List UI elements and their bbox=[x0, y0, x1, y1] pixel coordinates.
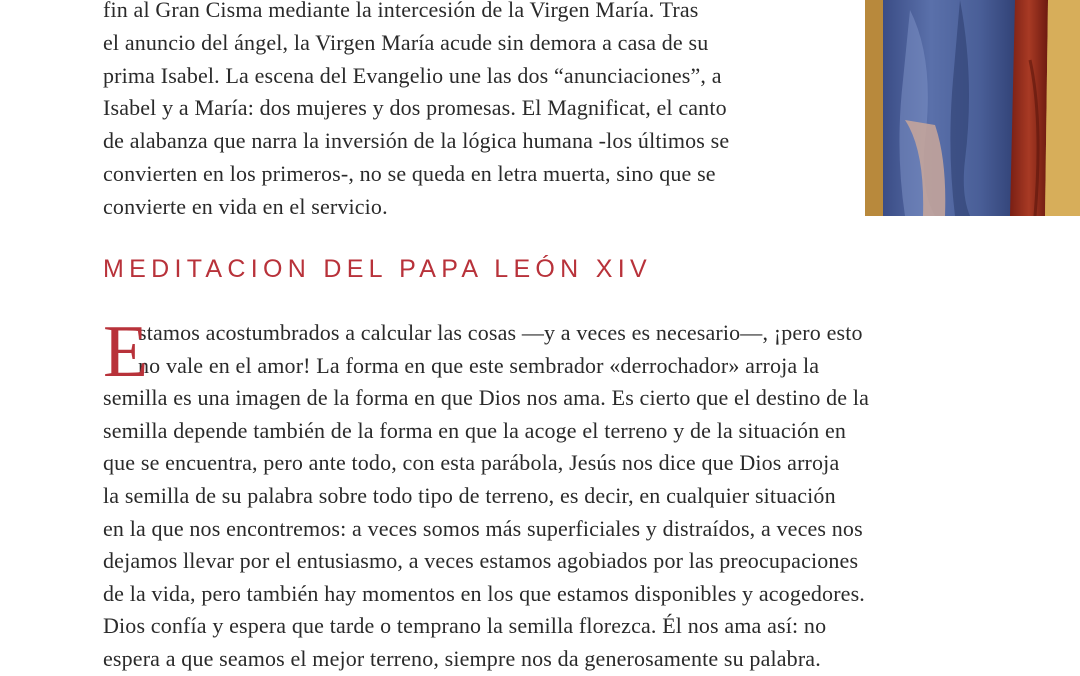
meditation-paragraph bbox=[103, 311, 983, 676]
intro-line: prima Isabel. La escena del Evangelio une las dos “anunciaciones”, a bbox=[103, 62, 722, 88]
meditation-line: la semilla de su palabra sobre todo tipo de terreno, es decir, en cualquier situación bbox=[103, 482, 836, 508]
intro-line: fin al Gran Cisma mediante la intercesión de la Virgen María. Tras bbox=[103, 0, 699, 22]
painting-illustration bbox=[865, 0, 1080, 216]
meditation-line: de la vida, pero también hay momentos en los que estamos disponibles y acogedores. bbox=[103, 580, 865, 606]
meditation-line: dejamos llevar por el entusiasmo, a veces estamos agobiados por las preocupaciones bbox=[103, 548, 859, 574]
virgin-mary-painting bbox=[865, 0, 1080, 216]
drop-cap: E bbox=[103, 311, 149, 393]
meditation-line: espera a que seamos el mejor terreno, siempre nos da generosamente su palabra. bbox=[103, 645, 821, 671]
intro-line: de alabanza que narra la inversión de la lógica humana -los últimos se bbox=[103, 128, 730, 154]
meditation-line: stamos acostumbrados a calcular las cosas —y a veces es necesario—, ¡pero esto bbox=[138, 320, 863, 345]
meditation-line: semilla es una imagen de la forma en que Dios nos ama. Es cierto que el destino de la bbox=[103, 385, 870, 411]
section-heading: MEDITACION DEL PAPA LEÓN XIV bbox=[103, 255, 652, 283]
intro-line: Isabel y a María: dos mujeres y dos promesas. El Magnificat, el canto bbox=[103, 95, 727, 121]
meditation-line: Dios confía y espera que tarde o temprano la semilla florezca. Él nos ama así: no bbox=[103, 613, 827, 639]
meditation-line: en la que nos encontremos: a veces somos más superficiales y distraídos, a veces nos bbox=[103, 515, 863, 541]
meditation-line: que se encuentra, pero ante todo, con esta parábola, Jesús nos dice que Dios arroja bbox=[103, 450, 840, 476]
meditation-line: semilla depende también de la forma en que la acoge el terreno y de la situación en bbox=[103, 417, 847, 443]
intro-line: convierten en los primeros-, no se queda en letra muerta, sino que se bbox=[103, 160, 716, 186]
intro-line: el anuncio del ángel, la Virgen María acude sin demora a casa de su bbox=[103, 29, 709, 55]
meditation-line: no vale en el amor! La forma en que este sembrador «derrochador» arroja la bbox=[138, 352, 820, 378]
intro-line: convierte en vida en el servicio. bbox=[103, 193, 388, 219]
intro-paragraph bbox=[103, 0, 843, 224]
